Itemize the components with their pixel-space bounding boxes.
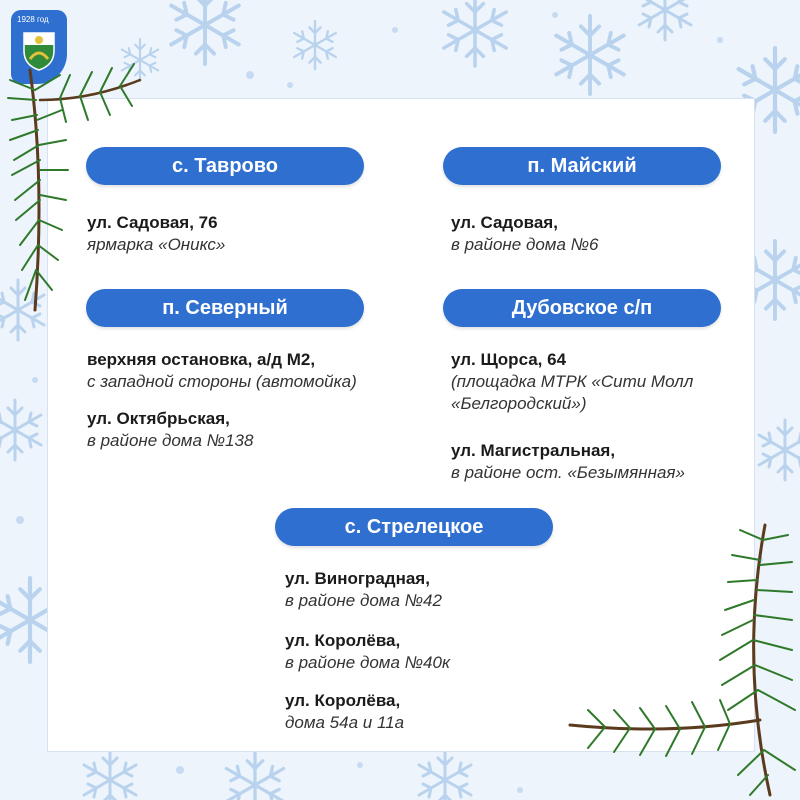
address-block	[451, 349, 693, 415]
address-detail: в районе дома №6	[451, 235, 599, 254]
address-detail: ярмарка «Оникс»	[87, 235, 226, 254]
address-block	[285, 630, 450, 674]
address-block	[285, 690, 404, 734]
address-street: ул. Щорса, 64	[451, 350, 567, 369]
section-header-severniy: п. Северный	[86, 289, 364, 327]
address-detail: «Белгородский»)	[451, 394, 587, 413]
address-detail: (площадка МТРК «Сити Молл	[451, 372, 694, 391]
section-header-streletskoe: с. Стрелецкое	[275, 508, 553, 546]
address-detail: в районе дома №42	[285, 591, 442, 610]
address-street: ул. Виноградная,	[285, 569, 430, 588]
address-detail: дома 54а и 11а	[285, 713, 405, 732]
address-block	[87, 212, 225, 256]
pine-branch-icon	[560, 520, 800, 800]
address-detail: в районе дома №138	[87, 431, 254, 450]
address-street: ул. Королёва,	[285, 631, 401, 650]
address-block	[451, 212, 599, 256]
address-street: ул. Садовая,	[451, 213, 558, 232]
address-detail: с западной стороны (автомойка)	[87, 372, 357, 391]
address-block	[87, 349, 357, 393]
logo-year: 1928 год	[17, 15, 49, 24]
section-header-tavrovo: с. Таврово	[86, 147, 364, 185]
address-detail: в районе дома №40к	[285, 653, 450, 672]
address-street: ул. Октябрьская,	[87, 409, 230, 428]
address-street: ул. Магистральная,	[451, 441, 616, 460]
address-detail: в районе ост. «Безымянная»	[451, 463, 685, 482]
section-header-dubovskoe: Дубовское с/п	[443, 289, 721, 327]
address-street: ул. Королёва,	[285, 691, 401, 710]
pine-branch-icon	[0, 60, 150, 320]
address-street: верхняя остановка, а/д М2,	[87, 350, 316, 369]
address-block	[87, 408, 253, 452]
section-header-maiskiy: п. Майский	[443, 147, 721, 185]
address-block	[451, 440, 685, 484]
address-street: ул. Садовая, 76	[87, 213, 218, 232]
address-block	[285, 568, 442, 612]
